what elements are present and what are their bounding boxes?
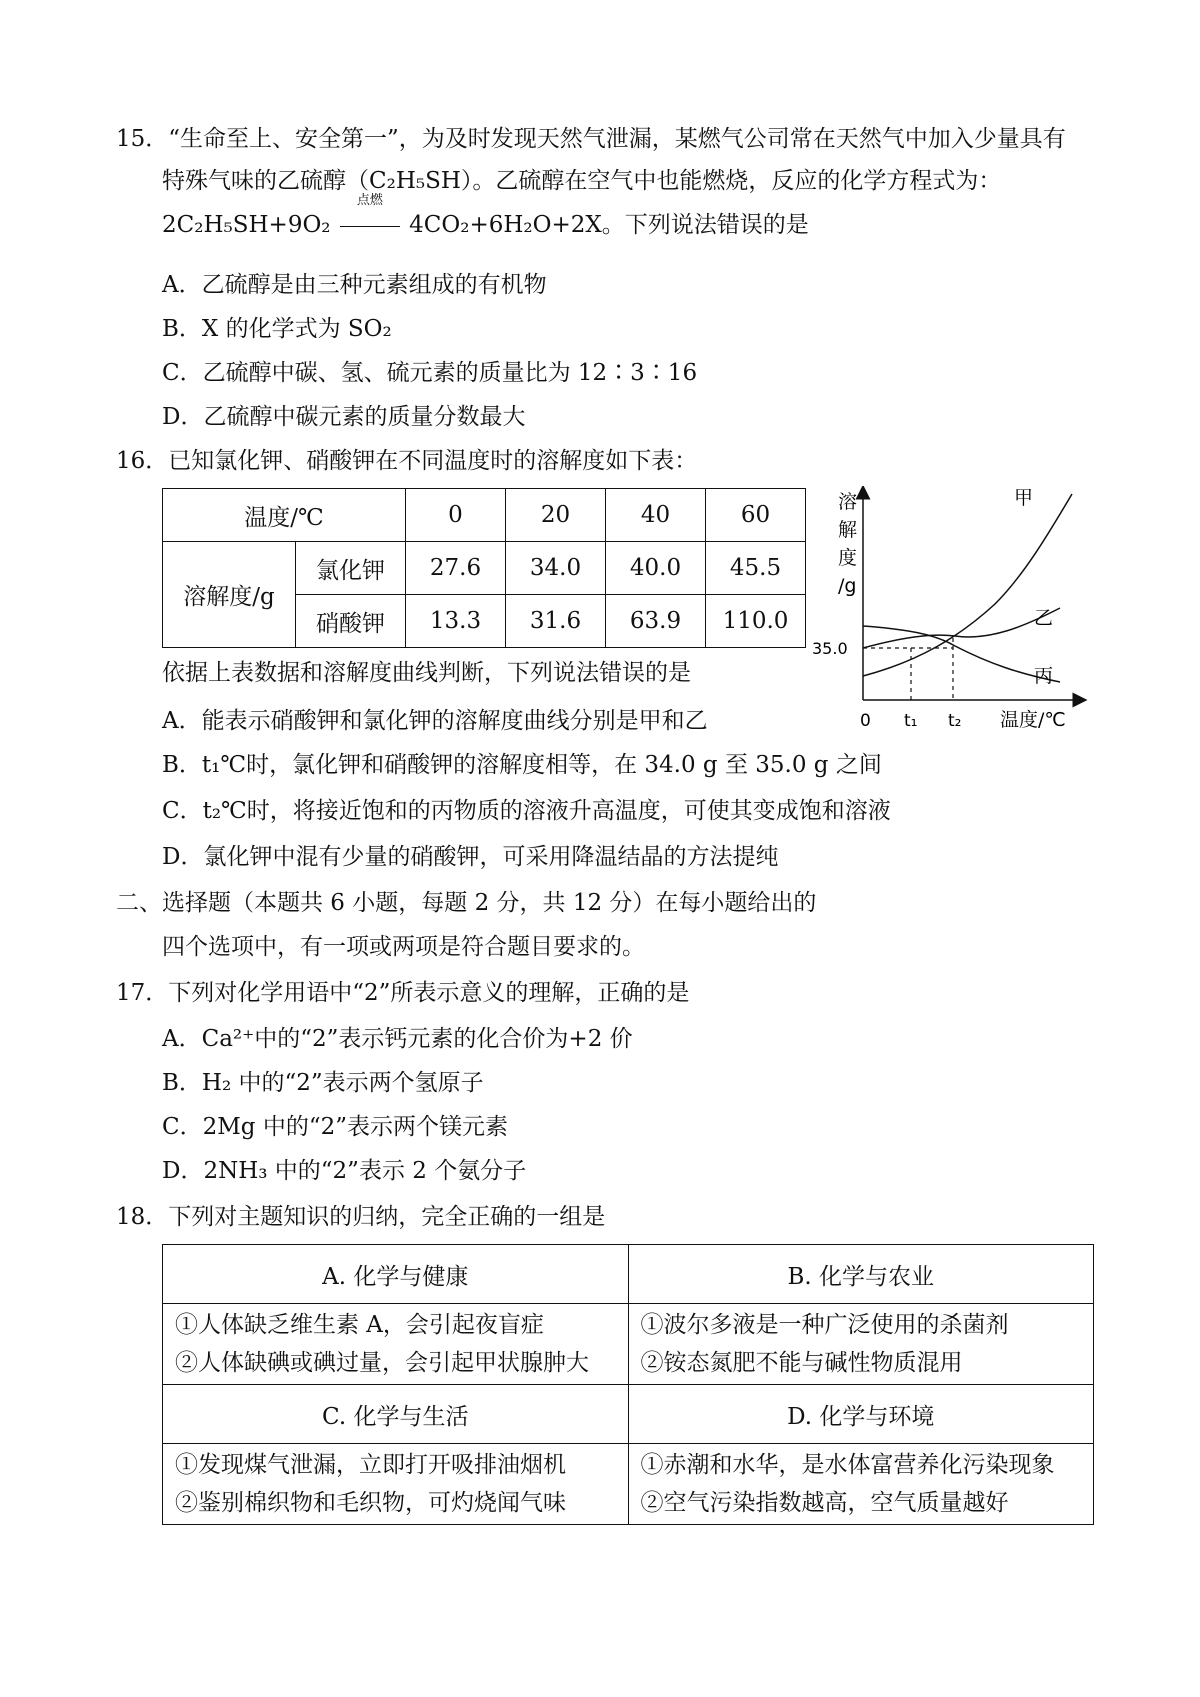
option-d-body (628, 1444, 1094, 1525)
temp-60: 60 (706, 489, 806, 542)
q17-option-d[interactable]: D．2NH₃ 中的“2”表示 2 个氨分子 (162, 1158, 527, 1184)
q15-stem-line1: 15．“生命至上、安全第一”，为及时发现天然气泄漏，某燃气公司常在天然气中加入少量具有 (116, 126, 1066, 152)
solubility-label: 溶解度/g (163, 542, 296, 648)
q17-option-a[interactable]: A．Ca²⁺中的“2”表示钙元素的化合价为+2 价 (162, 1026, 633, 1052)
option-c-item: ①发现煤气泄漏，立即打开吸排油烟机 (175, 1452, 566, 1478)
y-label-char: 溶 (838, 491, 858, 513)
q17-option-c[interactable]: C．2Mg 中的“2”表示两个镁元素 (162, 1114, 508, 1140)
temp-40: 40 (606, 489, 706, 542)
q15-stem-line2: 特殊气味的乙硫醇（C₂H₅SH）。乙硫醇在空气中也能燃烧，反应的化学方程式为： (162, 168, 1002, 194)
row-name-kcl: 氯化钾 (296, 542, 406, 595)
temp-header: 温度/℃ (163, 489, 406, 542)
topic-table (162, 1244, 1094, 1525)
q16-option-a[interactable]: A．能表示硝酸钾和氯化钾的溶解度曲线分别是甲和乙 (162, 708, 708, 734)
y-label-char: 度 (838, 547, 858, 569)
q16-stem: 16．已知氯化钾、硝酸钾在不同温度时的溶解度如下表： (116, 448, 698, 474)
kcl-value: 34.0 (506, 542, 606, 595)
option-b-head[interactable]: B. 化学与农业 (628, 1245, 1094, 1304)
q15-equation (162, 193, 809, 240)
kcl-value: 27.6 (406, 542, 506, 595)
origin-label: 0 (860, 711, 871, 731)
curve-jia (863, 494, 1072, 676)
kcl-value: 45.5 (706, 542, 806, 595)
section2-line1: 二、选择题（本题共 6 小题，每题 2 分，共 12 分）在每小题给出的 (116, 890, 817, 916)
option-c-body (163, 1444, 629, 1525)
kno3-value: 31.6 (506, 595, 606, 648)
q16-judge: 依据上表数据和溶解度曲线判断，下列说法错误的是 (162, 660, 691, 686)
option-b-item: ②铵态氮肥不能与碱性物质混用 (640, 1350, 963, 1376)
option-c-head[interactable]: C. 化学与生活 (163, 1385, 629, 1444)
option-a-item: ①人体缺乏维生素 A，会引起夜盲症 (175, 1312, 544, 1338)
equation-products: 4CO₂+6H₂O+2X。下列说法错误的是 (409, 212, 809, 238)
t2-label: t₂ (948, 711, 962, 731)
q17-option-b[interactable]: B．H₂ 中的“2”表示两个氢原子 (162, 1070, 484, 1096)
kno3-value: 13.3 (406, 595, 506, 648)
kcl-value: 40.0 (606, 542, 706, 595)
y-label-char: /g (838, 575, 857, 597)
temp-20: 20 (506, 489, 606, 542)
equation-reactants: 2C₂H₅SH+9O₂ (162, 212, 331, 238)
q17-stem: 17．下列对化学用语中“2”所表示意义的理解，正确的是 (116, 980, 690, 1006)
option-d-item: ①赤潮和水华，是水体富营养化污染现象 (640, 1452, 1055, 1478)
option-a-body (163, 1304, 629, 1385)
kno3-value: 63.9 (606, 595, 706, 648)
solubility-table (162, 488, 806, 648)
option-a-head[interactable]: A. 化学与健康 (163, 1245, 629, 1304)
q15-option-b[interactable]: B．X 的化学式为 SO₂ (162, 316, 392, 342)
q16-option-b[interactable]: B．t₁℃时，氯化钾和硝酸钾的溶解度相等，在 34.0 g 至 35.0 g 之间 (162, 752, 882, 778)
option-b-body (628, 1304, 1094, 1385)
section2-line2: 四个选项中，有一项或两项是符合题目要求的。 (162, 934, 645, 960)
y-mark-35: 35.0 (812, 639, 848, 658)
t1-label: t₁ (904, 711, 918, 731)
q16-option-c[interactable]: C．t₂℃时，将接近饱和的丙物质的溶液升高温度，可使其变成饱和溶液 (162, 798, 891, 824)
q15-option-a[interactable]: A．乙硫醇是由三种元素组成的有机物 (162, 272, 547, 298)
option-c-item: ②鉴别棉织物和毛织物，可灼烧闻气味 (175, 1490, 566, 1516)
label-yi: 乙 (1034, 607, 1054, 629)
option-d-head[interactable]: D. 化学与环境 (628, 1385, 1094, 1444)
option-b-item: ①波尔多液是一种广泛使用的杀菌剂 (640, 1312, 1009, 1338)
x-axis-label: 温度/℃ (1000, 709, 1066, 731)
row-name-kno3: 硝酸钾 (296, 595, 406, 648)
option-a-item: ②人体缺碘或碘过量，会引起甲状腺肿大 (175, 1350, 589, 1376)
q15-option-c[interactable]: C．乙硫醇中碳、氢、硫元素的质量比为 12∶3∶16 (162, 360, 698, 386)
curve-bing (863, 626, 1060, 682)
q15-option-d[interactable]: D．乙硫醇中碳元素的质量分数最大 (162, 404, 526, 430)
kno3-value: 110.0 (706, 595, 806, 648)
q16-option-d[interactable]: D．氯化钾中混有少量的硝酸钾，可采用降温结晶的方法提纯 (162, 844, 779, 870)
label-bing: 丙 (1034, 665, 1054, 687)
q18-stem: 18．下列对主题知识的归纳，完全正确的一组是 (116, 1204, 606, 1230)
condition-label: 点燃 (356, 193, 383, 208)
curve-yi (863, 608, 1060, 648)
option-d-item: ②空气污染指数越高，空气质量越好 (640, 1490, 1009, 1516)
solubility-curve-graph (810, 486, 1090, 736)
y-label-char: 解 (838, 519, 858, 541)
reaction-condition (338, 193, 402, 240)
temp-0: 0 (406, 489, 506, 542)
label-jia: 甲 (1014, 487, 1034, 509)
